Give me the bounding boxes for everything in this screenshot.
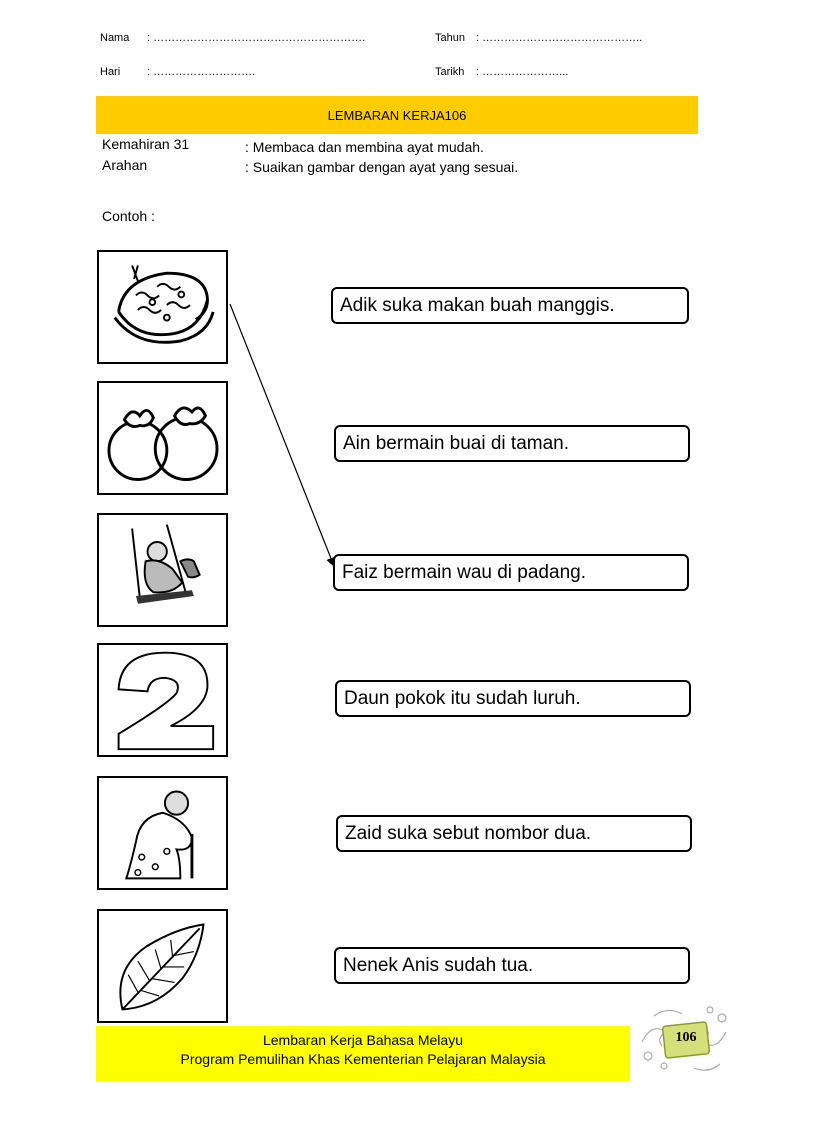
worksheet-title-bar [96,96,698,134]
picture-box-two[interactable] [97,643,228,757]
skill-text: : Membaca dan membina ayat mudah. [245,139,484,155]
picture-box-leaf[interactable] [97,909,228,1023]
number-two-icon [99,645,226,755]
page-number-badge [634,1002,734,1076]
sentence-box-6[interactable]: Nenek Anis sudah tua. [334,947,690,984]
swing-child-icon [99,515,226,625]
picture-box-mangosteen[interactable] [97,381,228,495]
picture-box-swing[interactable] [97,513,228,627]
sentence-box-2[interactable]: Ain bermain buai di taman. [334,425,690,462]
sentence-box-5[interactable]: Zaid suka sebut nombor dua. [336,815,692,852]
page-number: 106 [675,1030,697,1045]
picture-box-grandmother[interactable] [97,776,228,890]
nama-field[interactable]: : …………………………………………………. [147,32,366,44]
hari-label: Hari [100,66,121,78]
grandmother-icon [99,778,226,888]
tahun-label: Tahun [435,32,465,44]
nama-label: Nama [100,32,130,44]
direction-label: Arahan [102,157,148,173]
hari-field[interactable]: : ………………………. [147,66,256,78]
skill-label: Kemahiran 31 [102,136,190,152]
sentence-box-3[interactable]: Faiz bermain wau di padang. [333,554,689,591]
sentence-box-1[interactable]: Adik suka makan buah manggis. [331,287,689,324]
footer-line-2: Program Pemulihan Khas Kementerian Pelajaran Malaysia [180,1051,546,1067]
kuih-icon [99,252,226,362]
footer-bar [96,1026,630,1081]
direction-text: : Suaikan gambar dengan ayat yang sesuai. [245,159,519,175]
picture-box-kuih[interactable] [97,250,228,364]
example-label: Contoh : [102,208,155,224]
sentence-box-4[interactable]: Daun pokok itu sudah luruh. [335,680,691,717]
mangosteen-icon [99,383,226,493]
leaf-icon [99,911,226,1021]
worksheet-title: LEMBARAN KERJA106 [327,107,467,123]
tahun-field[interactable]: : …………………………………….. [476,32,643,44]
tarikh-field[interactable]: : …………………... [476,66,569,78]
footer-line-1: Lembaran Kerja Bahasa Melayu [262,1032,463,1048]
tarikh-label: Tarikh [435,66,465,78]
